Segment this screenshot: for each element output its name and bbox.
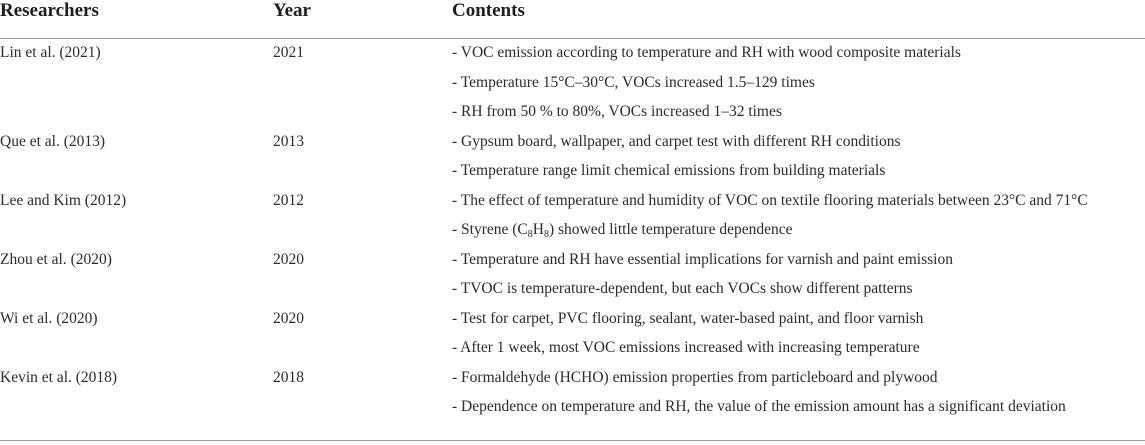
contents-line: - RH from 50 % to 80%, VOCs increased 1–32 times [452, 103, 782, 120]
table-header [0, 0, 1145, 39]
contents-line: - Dependence on temperature and RH, the value of the emission amount has a significant deviation [452, 398, 1066, 415]
researcher-cell: Que et al. (2013) [0, 132, 106, 150]
table-row [0, 363, 1145, 422]
contents-line: - Temperature and RH have essential implications for varnish and paint emission [452, 250, 953, 268]
contents-line: - TVOC is temperature-dependent, but each VOCs show different patterns [452, 280, 913, 297]
contents-line: - Formaldehyde (HCHO) emission properties from particleboard and plywood [452, 368, 938, 386]
styrene-suffix: ) showed little temperature dependence [548, 221, 793, 238]
year-cell: 2013 [273, 132, 304, 150]
styrene-prefix: - Styrene (C [452, 221, 528, 238]
header-contents: Contents [452, 0, 525, 21]
styrene-mid: H [532, 221, 544, 238]
styrene-hydrogen-subscript: 8 [543, 229, 549, 240]
researcher-cell: Kevin et al. (2018) [0, 368, 118, 386]
contents-line: - Temperature 15°C–30°C, VOCs increased 1.5–129 times [452, 73, 815, 91]
researcher-cell: Wi et al. (2020) [0, 309, 98, 327]
table-body [0, 38, 1145, 422]
year-cell: 2020 [273, 250, 304, 268]
contents-line-styrene [452, 215, 1145, 245]
table-row [0, 38, 1145, 127]
researcher-cell: Lee and Kim (2012) [0, 191, 127, 209]
contents-line: - After 1 week, most VOC emissions increased with increasing temperature [452, 339, 920, 356]
contents-line: - Test for carpet, PVC flooring, sealant, water-based paint, and floor varnish [452, 309, 924, 327]
header-researchers: Researchers [0, 0, 99, 21]
contents-line: - The effect of temperature and humidity of VOC on textile flooring materials between 23°C and 71°C [452, 191, 1088, 209]
year-cell: 2021 [273, 44, 304, 61]
table-row [0, 127, 1145, 186]
styrene-carbon-subscript: 8 [527, 229, 533, 240]
year-cell: 2012 [273, 191, 304, 209]
contents-line: - Temperature range limit chemical emissions from building materials [452, 162, 886, 179]
contents-line: - VOC emission according to temperature and RH with wood composite materials [452, 44, 961, 61]
table-row [0, 186, 1145, 245]
table-row [0, 304, 1145, 363]
year-cell: 2018 [273, 368, 304, 386]
year-cell: 2020 [273, 309, 304, 327]
contents-line: - Gypsum board, wallpaper, and carpet test with different RH conditions [452, 132, 901, 150]
researcher-cell: Zhou et al. (2020) [0, 250, 112, 268]
header-year: Year [273, 0, 311, 21]
table-row [0, 245, 1145, 304]
bottom-rule [0, 440, 1145, 441]
researcher-cell: Lin et al. (2021) [0, 44, 101, 61]
